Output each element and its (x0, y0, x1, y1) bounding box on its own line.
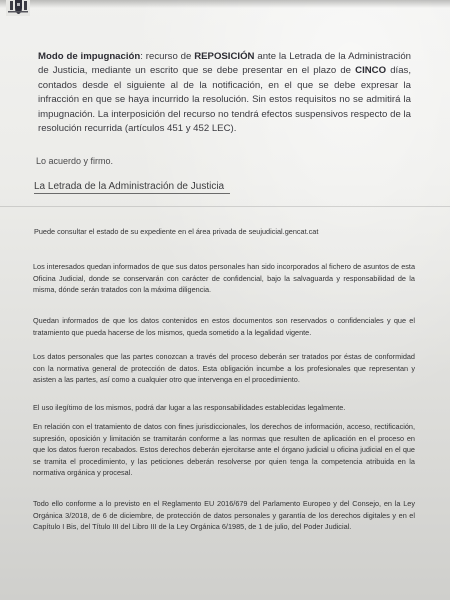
uso-paragraph: El uso ilegítimo de los mismos, podrá dar lugar a las responsabilidades establecidas legalmente. (33, 403, 346, 412)
paper-fold (0, 206, 450, 207)
impugnacion-text-2: ante la Letrada de la Administración de Justicia, mediante un escrito que se debe presentar en el plazo de (38, 51, 411, 77)
impugnacion-bold-cinco: CINCO (355, 65, 387, 77)
impugnacion-bold-reposicion: REPOSICIÓN (194, 51, 255, 62)
consult-paragraph: Puede consultar el estado de su expediente en el área privada de seujudicial.gencat.cat (34, 227, 319, 236)
impugnacion-paragraph (38, 50, 411, 136)
datos-paragraph: Los datos personales que las partes conozcan a través del proceso deberán ser tratados por éstas de conformidad con la normativa general de protección de datos. Esta obligación incumbe a los profesionales que representan y asisten a las partes, así como a cualquier otro que intervenga en el procedimiento. (33, 352, 415, 384)
impugnacion-text-1: : recurso de (140, 51, 195, 62)
impugnacion-label: Modo de impugnación (38, 51, 141, 62)
interesados-paragraph: Los interesados quedan informados de que sus datos personales han sido incorporados al fichero de asuntos de esta Oficina Judicial, donde se conservarán con carácter de confidencial, bajo la salvaguarda y responsabilidad de la misma, dónde serán tratados con la máxima diligencia. (33, 262, 415, 294)
impugnacion-text-3: días, contados desde el siguiente al de la notificación, en el que se debe expresar la infracción en que se haya incurrido la resolución. Sin estos requisitos no se admitirá la impugnación. La interposición del recurso no tendrá efectos suspensivos respecto de la resolución recurrida (artículos 451 y 452 LEC). (38, 65, 411, 135)
informados-paragraph: Quedan informados de que los datos contenidos en estos documentos son reservados o confidenciales y que el tratamiento que pueda hacerse de los mismos, queda sometido a la legalidad vigente. (33, 316, 415, 337)
relacion-paragraph: En relación con el tratamiento de datos con fines jurisdiccionales, los derechos de información, acceso, rectificación, supresión, oposición y limitación se tramitarán conforme a las normas que resulten de aplicación en el proceso en que los datos fueron recabados. Estos derechos deberán ejercitarse ante el órgano judicial u oficina judicial en el que se tramita el procedimiento, y las peticiones deberán resolverse por quien tenga la competencia atribuida en la normativa orgánica y procesal. (33, 422, 415, 477)
signature-title: La Letrada de la Administración de Justicia (34, 181, 225, 192)
signature-underline (34, 193, 230, 194)
coat-of-arms-icon (6, 0, 30, 16)
todo-paragraph: Todo ello conforme a lo previsto en el Reglamento EU 2016/679 del Parlamento Europeo y del Consejo, en la Ley Orgánica 3/2018, de 6 de diciembre, de protección de datos personales y garantía de los derechos digitales y en el Capítulo I Bis, del Título III del Libro III de la Ley Orgánica 6/1985, de 1 de julio, del Poder Judicial. (33, 499, 415, 531)
signature-intro: Lo acuerdo y firmo. (36, 156, 114, 166)
top-shadow (0, 0, 450, 8)
